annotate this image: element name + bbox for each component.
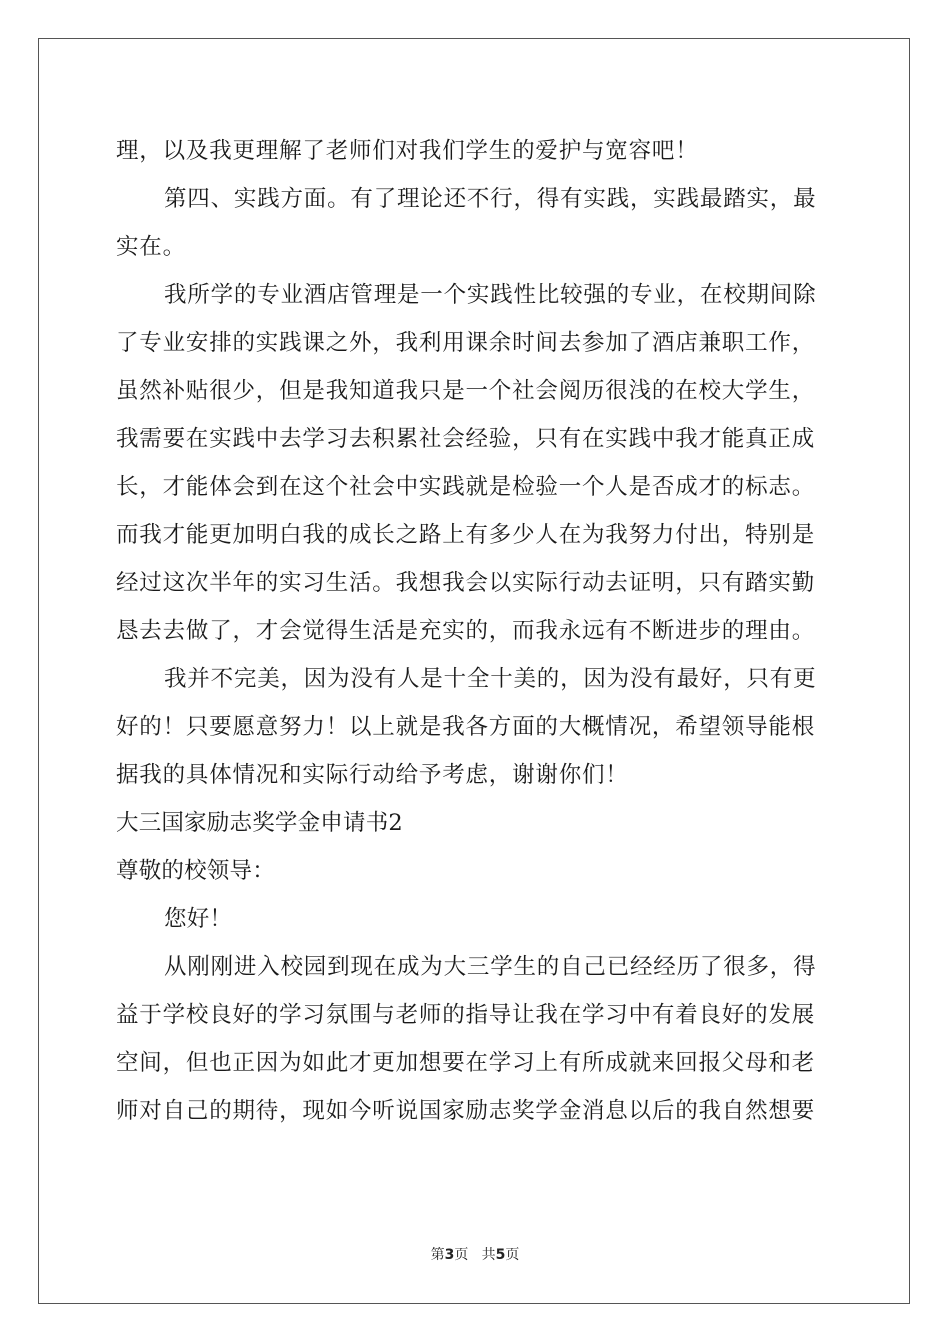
text-line: 好的！只要愿意努力！以上就是我各方面的大概情况，希望领导能根 [116,714,816,740]
text-line: 空间，但也正因为如此才更加想要在学习上有所成就来回报父母和老 [116,1050,816,1076]
total-suffix: 页 [505,1247,520,1263]
text-line: 我需要在实践中去学习去积累社会经验，只有在实践中我才能真正成 [116,426,816,452]
text-line: 而我才能更加明白我的成长之路上有多少人在为我努力付出，特别是 [116,522,816,548]
greeting: 您好！ [164,906,233,932]
document-body [116,127,836,1135]
text-line: 虽然补贴很少，但是我知道我只是一个社会阅历很浅的在校大学生， [116,378,816,404]
text-line: 从刚刚进入校园到现在成为大三学生的自己已经经历了很多，得 [164,954,817,980]
text-line: 长，才能体会到在这个社会中实践就是检验一个人是否成才的标志。 [116,474,816,500]
page-footer [0,1244,950,1264]
text-line: 第四、实践方面。有了理论还不行，得有实践，实践最踏实，最 [164,186,817,212]
page-suffix: 页 [454,1247,469,1263]
total-prefix: 共 [481,1247,496,1263]
text-line: 我并不完美，因为没有人是十全十美的，因为没有最好，只有更 [164,666,817,692]
text-line: 实在。 [116,234,186,260]
text-line: 经过这次半年的实习生活。我想我会以实际行动去证明，只有踏实勤 [116,570,816,596]
total-pages: 5 [495,1247,506,1263]
text-line: 我所学的专业酒店管理是一个实践性比较强的专业，在校期间除 [164,282,817,308]
section-heading: 大三国家励志奖学金申请书2 [116,810,403,836]
salutation: 尊敬的校领导： [116,858,275,884]
text-line: 据我的具体情况和实际行动给予考虑，谢谢你们！ [116,762,629,788]
text-line: 恳去去做了，才会觉得生活是充实的，而我永远有不断进步的理由。 [116,618,816,644]
text-line: 理，以及我更理解了老师们对我们学生的爱护与宽容吧！ [116,138,699,164]
page-number: 3 [444,1247,455,1263]
text-line: 了专业安排的实践课之外，我利用课余时间去参加了酒店兼职工作， [116,330,816,356]
page-prefix: 第 [430,1247,445,1263]
text-line: 益于学校良好的学习氛围与老师的指导让我在学习中有着良好的发展 [116,1002,816,1028]
text-line: 师对自己的期待，现如今听说国家励志奖学金消息以后的我自然想要 [116,1098,816,1124]
